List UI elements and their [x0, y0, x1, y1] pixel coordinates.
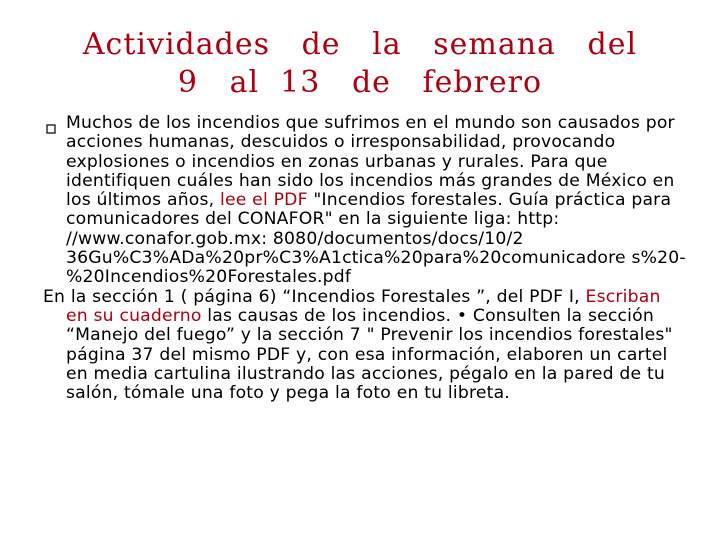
paragraph-instructions [43, 286, 686, 404]
paragraph-intro [46, 114, 686, 288]
instructions-text-end: las causas de los incendios. • Consulten la sección “Manejo del fuego” y la sección 7 " Prevenir los incendios forestales" página 37 del mismo PDF y, con esa información, elaboren un cartel en media cartulina ilustrando las acciones, pégalo en la pared de tu salón, tómale una foto y pega la foto en tu libreta. [66, 305, 673, 404]
intro-text: Muchos de los incendios que sufrimos en el mundo son causados por acciones humanas, descuidos o irresponsabilidad, provocando explosiones o incendios en zonas urbanas y rurales. Para que identifiquen cuáles han sido los incendios más grandes de México en los últimos años, [66, 113, 675, 211]
instructions-highlight: Escriban en su cuaderno [66, 286, 661, 326]
hollow-square-bullet-icon [46, 120, 56, 130]
body-text [43, 113, 686, 404]
page-title [0, 26, 720, 102]
pdf-link[interactable]: lee el PDF [220, 190, 308, 211]
title-line-1: Actividades de la semana del [82, 27, 638, 62]
intro-text-continued: "Incendios forestales. Guía práctica para comunicadores del CONAFOR" en la siguiente liga: [66, 190, 672, 230]
document-url[interactable]: http: //www.conafor.gob.mx: 8080/documentos/docs/10/2 36Gu%C3%ADa%20pr%C3%A1ctica%20para%20comunicadore s%20-%20Incendios%20Forestales.pdf [66, 209, 686, 288]
title-line-2: 9 al 13 de febrero [177, 65, 543, 100]
instructions-text-start: En la sección 1 ( página 6) “Incendios Forestales ”, del PDF I, [43, 286, 580, 307]
